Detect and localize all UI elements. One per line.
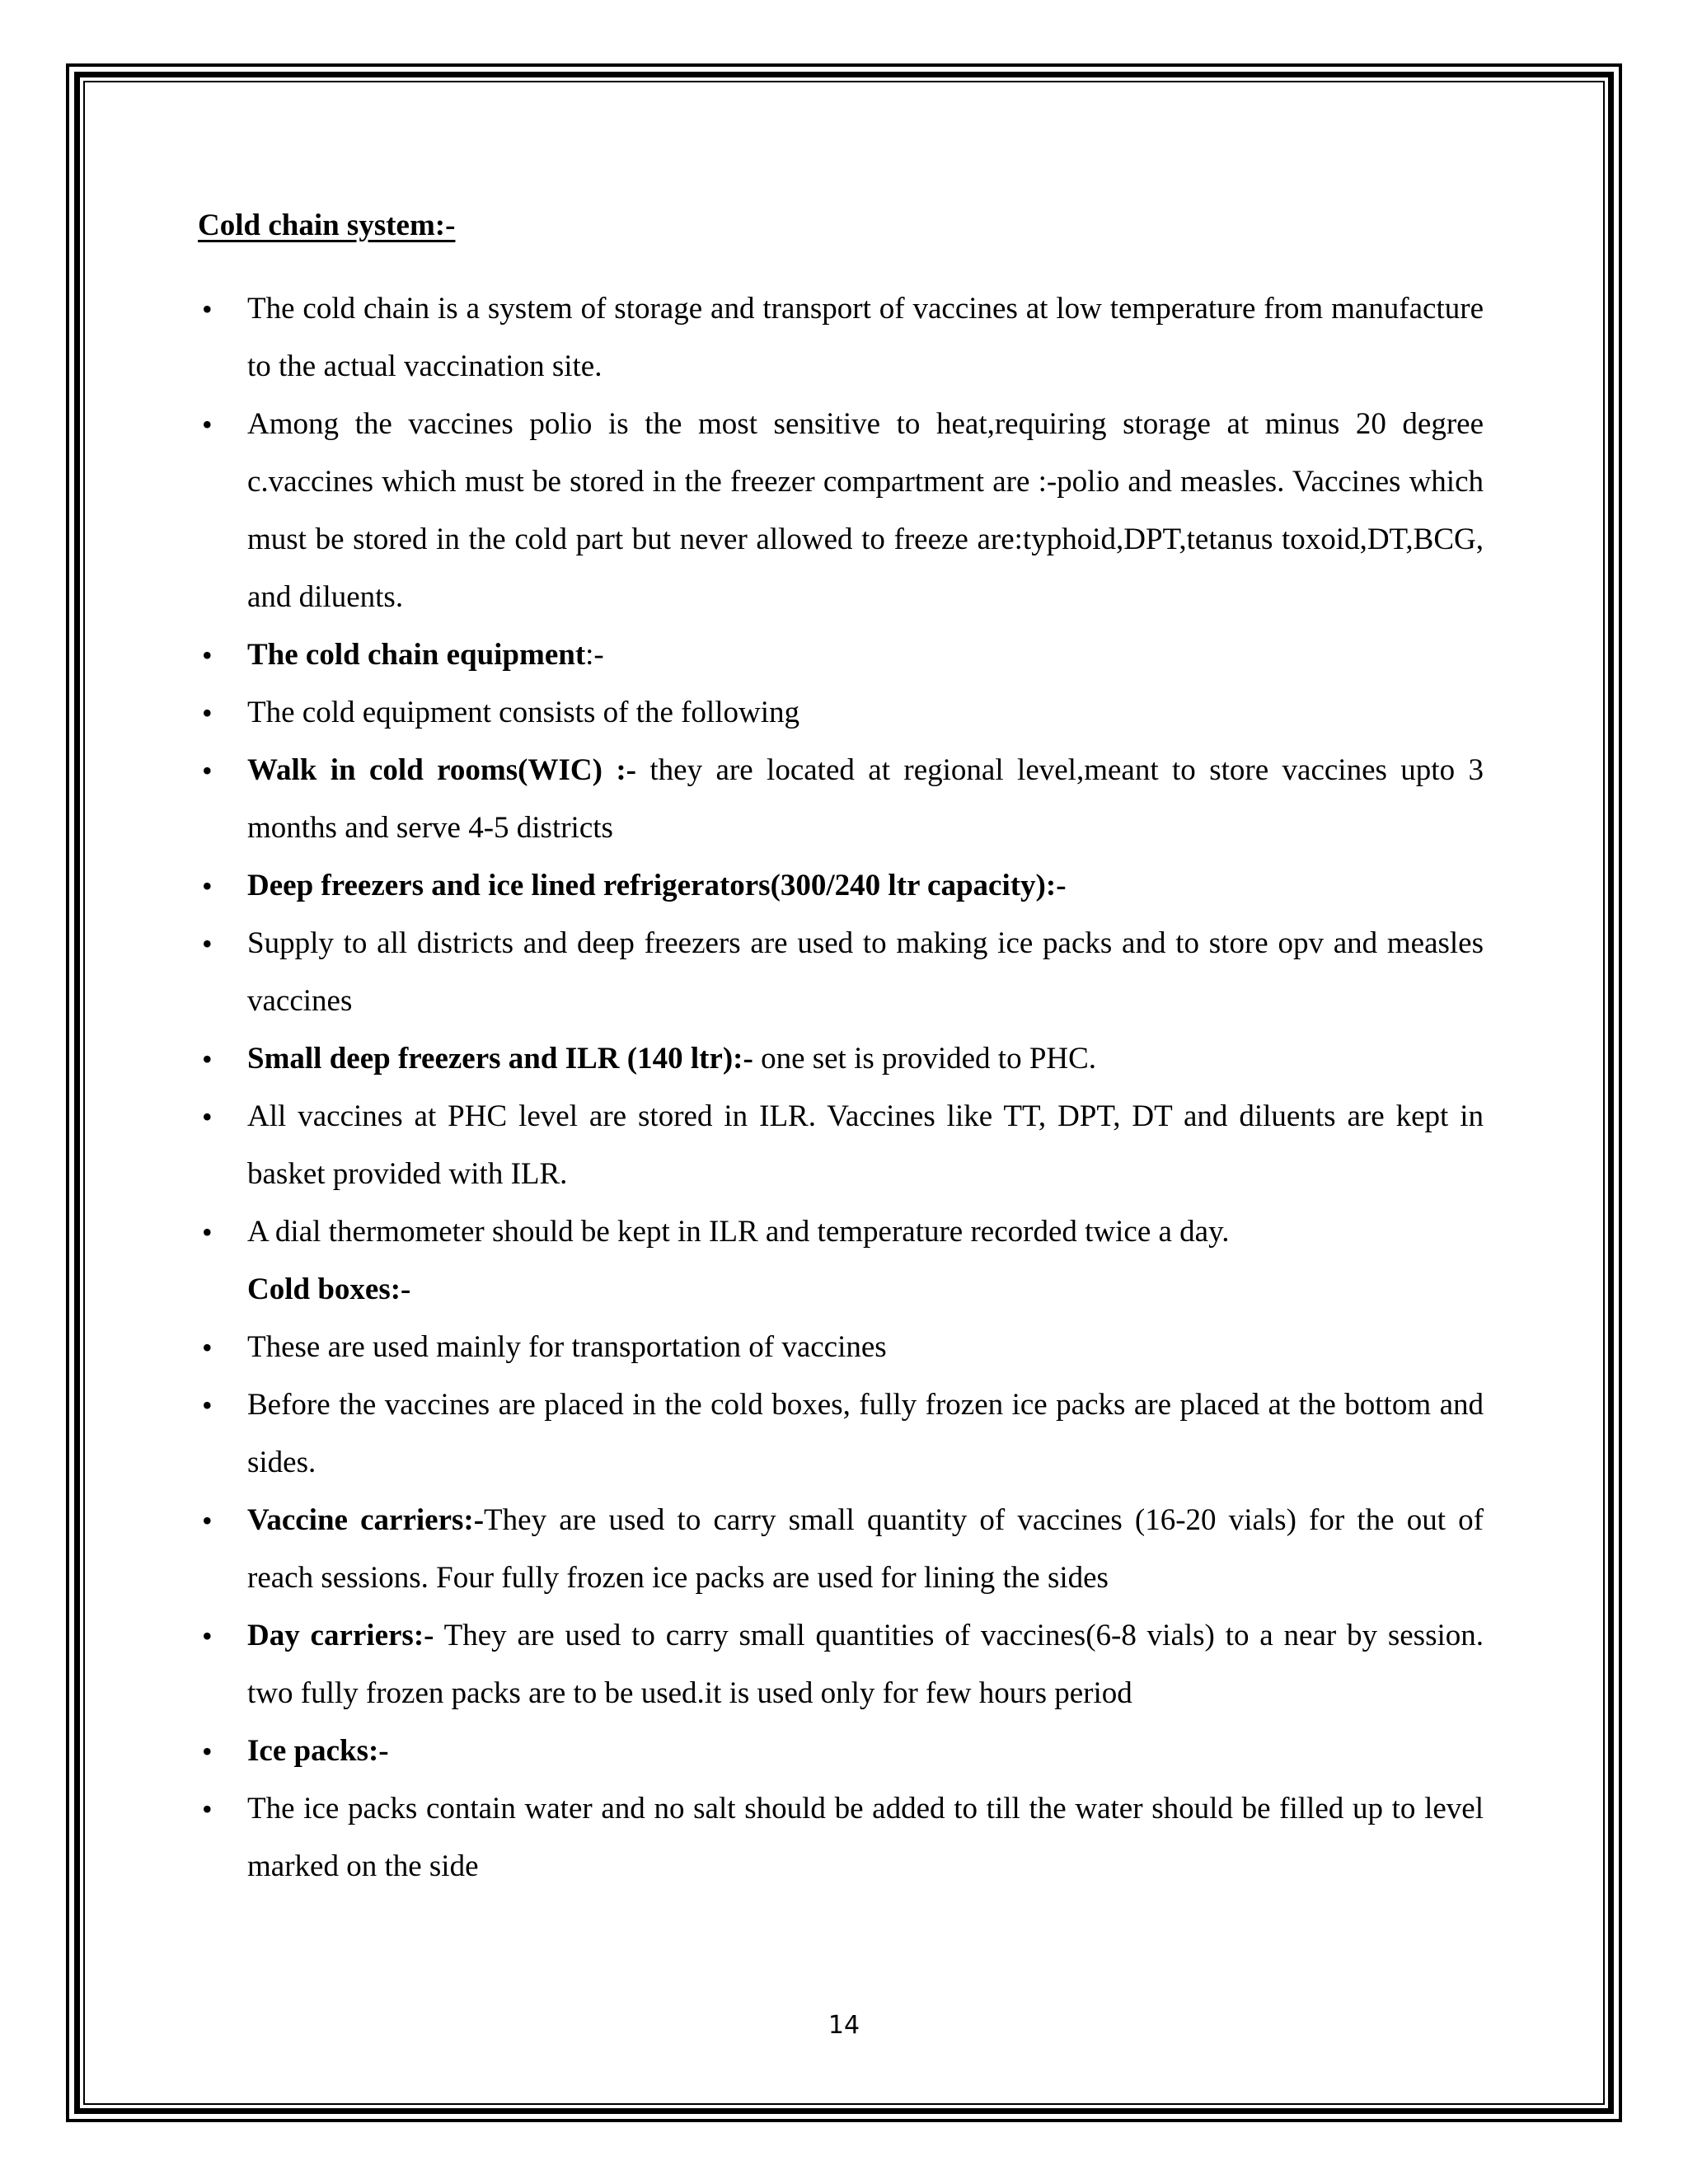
list-item — [247, 1203, 1484, 1261]
item-bold-label: The cold chain equipment — [247, 638, 586, 672]
list-item — [247, 742, 1484, 857]
list-item — [247, 1492, 1484, 1607]
list-item — [247, 1722, 1484, 1780]
item-bold-label: Deep freezers and ice lined refrigerators(300/240 ltr capacity):- — [247, 869, 1067, 902]
page-number: 14 — [828, 2011, 860, 2040]
item-text: A dial thermometer should be kept in ILR and temperature recorded twice a day. — [247, 1215, 1230, 1249]
item-text: They are used to carry small quantities of vaccines(6-8 vials) to a near by session. two fully frozen packs are to be used.it is used only for few hours period — [247, 1619, 1484, 1710]
item-text: they are located at regional level,meant to store vaccines upto 3 months and serve 4-5 districts — [247, 753, 1484, 845]
list-item — [247, 280, 1484, 396]
item-bold-label: Cold boxes:- — [247, 1272, 411, 1306]
section-heading: Cold chain system:- — [198, 209, 456, 242]
item-bold-label: Day carriers:- — [247, 1619, 434, 1652]
item-bold-label: Vaccine carriers:- — [247, 1503, 485, 1537]
item-text: :- — [585, 638, 604, 672]
list-item — [247, 1088, 1484, 1203]
list-item — [247, 1376, 1484, 1492]
item-bold-label: Small deep freezers and ILR (140 ltr):- — [247, 1042, 753, 1076]
list-item — [247, 626, 1484, 684]
list-item — [247, 915, 1484, 1030]
list-item — [247, 1319, 1484, 1376]
item-text: The cold chain is a system of storage and transport of vaccines at low temperature from manufacture to the actual vaccination site. — [247, 292, 1484, 383]
item-text: The cold equipment consists of the following — [247, 696, 799, 729]
item-text: They are used to carry small quantity of vaccines (16-20 vials) for the out of reach sessions. Four fully frozen ice packs are used for lining the sides — [247, 1503, 1484, 1595]
item-text: one set is provided to PHC. — [753, 1042, 1097, 1076]
item-bold-label: Ice packs:- — [247, 1734, 389, 1768]
list-item — [247, 684, 1484, 742]
item-bold-label: Walk in cold rooms(WIC) :- — [247, 753, 636, 787]
list-item — [247, 857, 1484, 915]
item-text: All vaccines at PHC level are stored in ILR. Vaccines like TT, DPT, DT and diluents are kept in basket provided with ILR. — [247, 1099, 1484, 1191]
subheading-item — [247, 1261, 1484, 1319]
list-item — [247, 396, 1484, 626]
item-text: Before the vaccines are placed in the cold boxes, fully frozen ice packs are placed at the bottom and sides. — [247, 1388, 1484, 1479]
list-item — [247, 1780, 1484, 1896]
item-text: Supply to all districts and deep freezers are used to making ice packs and to store opv and measles vaccines — [247, 926, 1484, 1018]
item-text: These are used mainly for transportation of vaccines — [247, 1330, 887, 1364]
bullet-list — [247, 280, 1484, 1896]
item-text: The ice packs contain water and no salt should be added to till the water should be filled up to level marked on the side — [247, 1792, 1484, 1883]
item-text: Among the vaccines polio is the most sensitive to heat,requiring storage at minus 20 degree c.vaccines which must be stored in the freezer compartment are :-polio and measles. Vaccines which must be stored in the cold part but never allowed to freeze are:typhoid,DPT,tetanus toxoid,DT,BCG, and diluents. — [247, 407, 1484, 614]
list-item — [247, 1607, 1484, 1722]
list-item — [247, 1030, 1484, 1088]
